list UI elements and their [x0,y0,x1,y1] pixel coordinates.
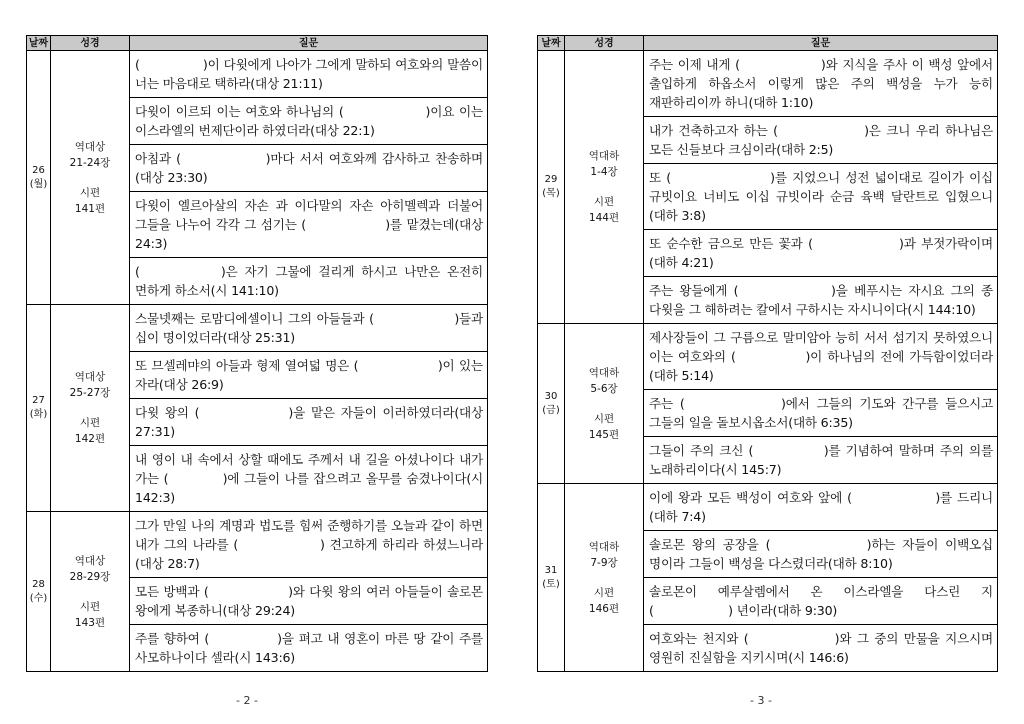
bible-cell [51,51,130,305]
psalm-label: 시편 [79,186,101,199]
question-cell: 솔로몬 왕의 공장을 ( )하는 자들이 이백오십 명이라 그들이 백성을 다스렸더라(대하 8:10) [644,531,998,578]
table-row [27,305,488,352]
question-cell: 이에 왕과 모든 백성이 여호와 앞에 ( )를 드리니(대하 7:4) [644,484,998,531]
psalm-label: 시편 [593,196,615,208]
book-name: 역대하 [588,366,620,379]
psalm-number: 145편 [588,428,620,441]
question-cell: 다윗이 이르되 이는 여호와 하나님의 ( )이요 이는 이스라엘의 번제단이라 하였더라(대상 22:1) [130,98,488,145]
quiz-table-left [26,35,488,672]
table-row [538,324,998,390]
bible-cell [565,51,644,324]
spacer [52,585,128,599]
book-name: 역대상 [74,140,106,153]
question-cell: 또 순수한 금으로 만든 꽃과 ( )과 부젓가락이며(대하 4:21) [644,230,998,277]
question-cell: 아침과 ( )마다 서서 여호와께 감사하고 찬송하며(대상 23:30) [130,145,488,192]
psalm-label: 시편 [593,412,615,425]
right-page [537,35,998,672]
date-cell [538,51,565,324]
question-cell: 주는 ( )에서 그들의 기도와 간구를 들으시고 그들의 일을 돌보시옵소서(대하 6:35) [644,390,998,437]
question-cell: 스물넷째는 로맘디에셀이니 그의 아들들과 ( )들과 십이 명이었더라(대상 25:31) [130,305,488,352]
chapter-range: 25-27장 [69,387,111,399]
bible-cell [565,324,644,484]
weekday: (월) [29,178,48,190]
table-row [538,484,998,531]
question-cell: ( )이 다윗에게 나아가 그에게 말하되 여호와의 말씀이 너는 마음대로 택하라(대상 21:11) [130,51,488,98]
weekday: (목) [542,188,560,199]
question-cell: 주는 왕들에게 ( )을 베푸시는 자시요 그의 종 다윗을 그 해하려는 칼에서 구하시는 자시니이다(시 144:10) [644,277,998,324]
header-date: 날짜 [27,36,51,51]
table-body-left [27,51,488,672]
table-row [27,51,488,98]
question-cell: 다윗이 엘르아살의 자손 과 이다말의 자손 아히멜렉과 더불어 그들을 나누어 각각 그 섬기는 ( )를 맡겼는데(대상 24:3) [130,192,488,258]
question-cell: 여호와는 천지와 ( )와 그 중의 만물을 지으시며 영원히 진실함을 지키시며(시 146:6) [644,625,998,672]
book-name: 역대상 [74,371,106,383]
question-cell: 내 영이 내 속에서 상할 때에도 주께서 내 길을 아셨나이다 내가 가는 ( )에 그들이 나를 잡으려고 올무를 숨겼나이다(시 142:3) [130,446,488,512]
header-bible: 성경 [565,36,644,51]
table-row [27,512,488,578]
weekday: (수) [29,592,48,604]
left-page [26,35,488,672]
header-date: 날짜 [538,36,565,51]
spacer [52,171,128,185]
spacer [566,397,642,411]
header-row [538,36,998,51]
book-name: 역대하 [588,150,620,162]
question-cell: 제사장들이 그 구름으로 말미암아 능히 서서 섬기지 못하였으니 이는 여호와의 ( )이 하나님의 전에 가득함이었더라(대하 5:14) [644,324,998,390]
psalm-number: 141편 [74,202,106,215]
spacer [566,571,642,585]
question-cell: 그가 만일 나의 계명과 법도를 힘써 준행하기를 오늘과 같이 하면 내가 그의 나라를 ( ) 견고하게 하리라 하셨느니라(대상 28:7) [130,512,488,578]
day-number: 29 [544,174,558,185]
table-row [538,51,998,117]
psalm-label: 시편 [79,417,101,429]
date-cell [27,51,51,305]
header-bible: 성경 [51,36,130,51]
spacer [52,401,128,415]
day-number: 28 [32,578,45,590]
psalm-number: 143편 [74,616,106,629]
psalm-number: 144편 [588,212,620,224]
question-cell: ( )은 자기 그물에 걸리게 하시고 나만은 온전히 면하게 하소서(시 141:10) [130,258,488,305]
bible-cell [51,512,130,672]
psalm-label: 시편 [593,586,615,599]
chapter-range: 1-4장 [590,166,618,178]
page-number-left: - 2 - [236,694,258,707]
question-cell: 모든 방백과 ( )와 다윗 왕의 여러 아들들이 솔로몬 왕에게 복종하니(대상 29:24) [130,578,488,625]
psalm-number: 142편 [74,433,106,445]
psalm-label: 시편 [79,600,101,613]
date-cell [27,305,51,512]
psalm-number: 146편 [588,602,620,615]
weekday: (토) [542,578,560,590]
bible-cell [51,305,130,512]
date-cell [538,484,565,672]
book-name: 역대상 [74,554,106,567]
chapter-range: 21-24장 [69,156,111,169]
question-cell: 또 므셀레먀의 아들과 형제 열여덟 명은 ( )이 있는 자라(대상 26:9) [130,352,488,399]
page-number-right: - 3 - [750,694,772,707]
question-cell: 솔로몬이 예루살렘에서 온 이스라엘을 다스린 지 ( ) 년이라(대하 9:30) [644,578,998,625]
question-cell: 주를 향하여 ( )을 펴고 내 영혼이 마른 땅 같이 주를 사모하나이다 셀라(시 143:6) [130,625,488,672]
question-cell: 다윗 왕의 ( )을 맡은 자들이 이러하였더라(대상 27:31) [130,399,488,446]
chapter-range: 28-29장 [69,570,111,583]
weekday: (금) [542,404,560,416]
header-question: 질문 [644,36,998,51]
date-cell [27,512,51,672]
day-number: 30 [544,390,558,402]
question-cell: 그들이 주의 크신 ( )를 기념하여 말하며 주의 의를 노래하리이다(시 145:7) [644,437,998,484]
header-question: 질문 [130,36,488,51]
bible-cell [565,484,644,672]
question-cell: 내가 건축하고자 하는 ( )은 크니 우리 하나님은 모든 신들보다 크심이라(대하 2:5) [644,117,998,164]
day-number: 31 [544,564,558,576]
table-body-right [538,51,998,672]
date-cell [538,324,565,484]
question-cell: 주는 이제 내게 ( )와 지식을 주사 이 백성 앞에서 출입하게 하옵소서 이렇게 많은 주의 백성을 누가 능히 재판하리이까 하니(대하 1:10) [644,51,998,117]
weekday: (화) [29,409,48,420]
spacer [566,180,642,194]
day-number: 26 [32,164,45,176]
quiz-table-right [537,35,998,672]
question-cell: 또 ( )를 지었으니 성전 넓이대로 길이가 이십 규빗이요 너비도 이십 규빗이라 순금 육백 달란트로 입혔으니(대하 3:8) [644,164,998,230]
header-row [27,36,488,51]
chapter-range: 5-6장 [590,382,618,395]
day-number: 27 [32,395,45,406]
book-name: 역대하 [588,540,620,553]
chapter-range: 7-9장 [590,556,618,569]
